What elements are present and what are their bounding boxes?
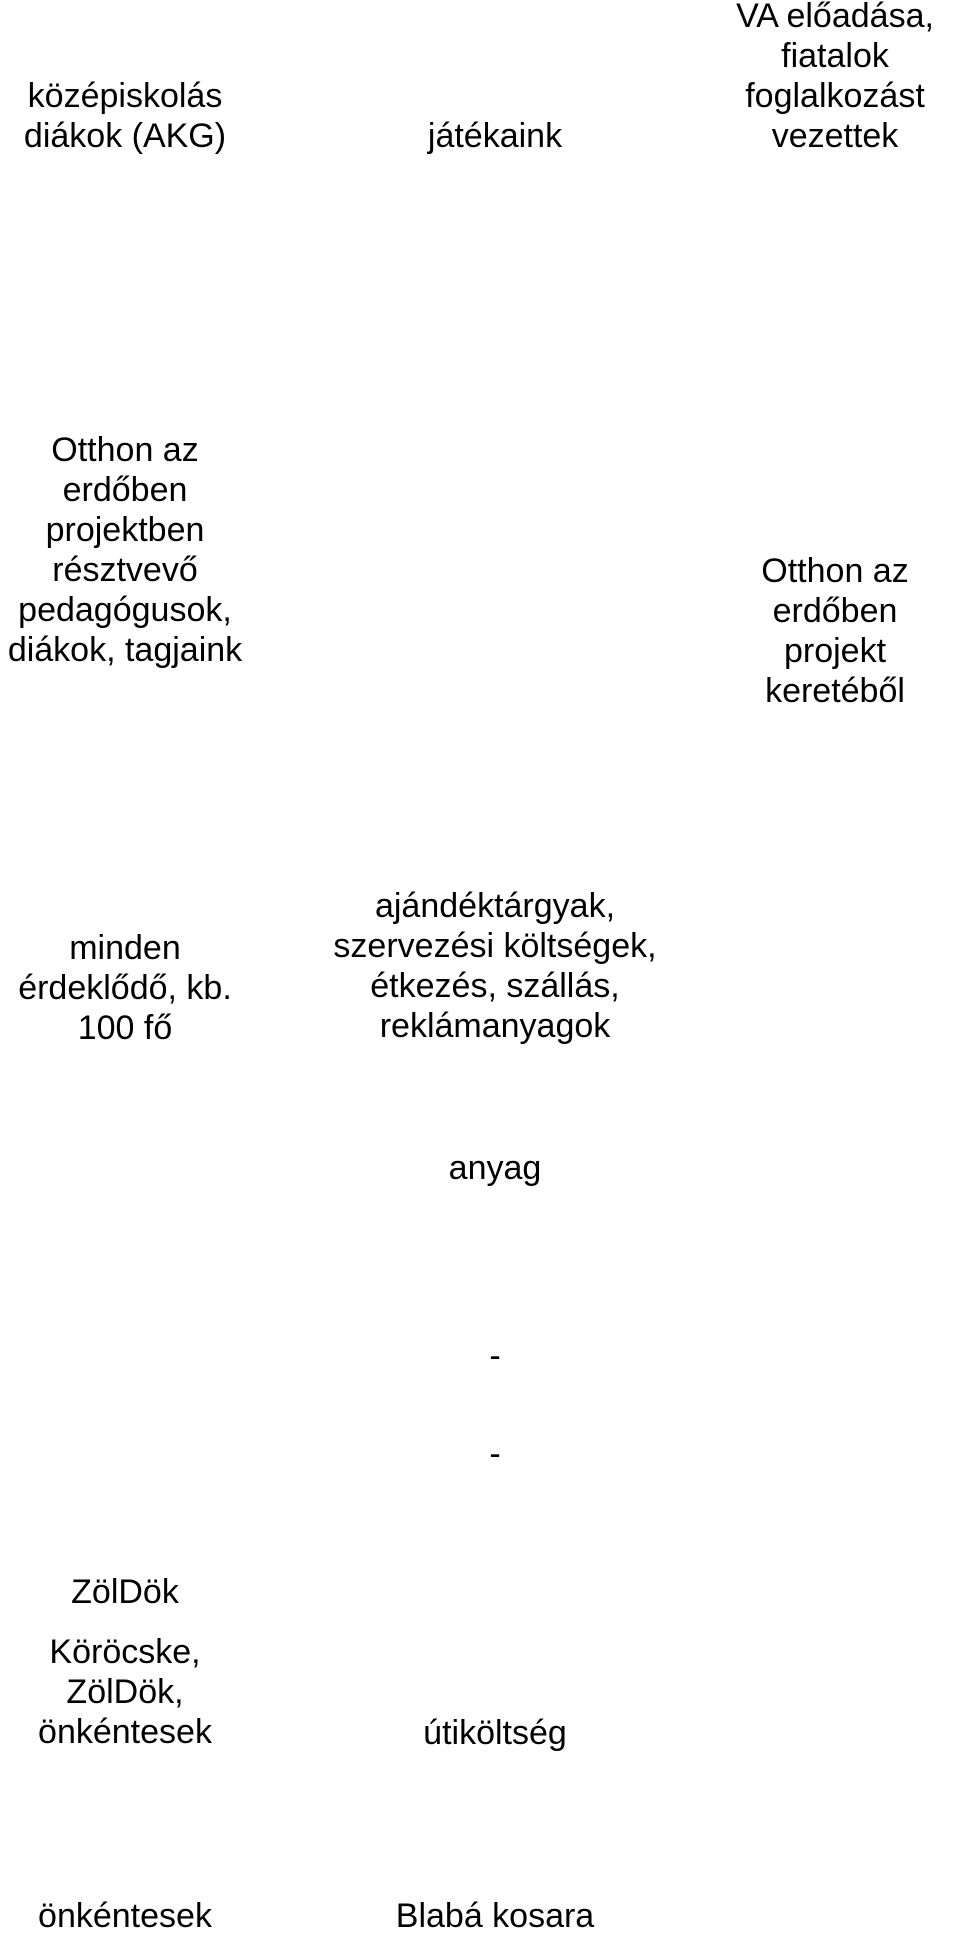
row8-participants: Köröcske, ZölDök, önkéntesek (38, 1633, 212, 1751)
row4-resources: anyag (448, 1149, 542, 1187)
row3-participants: minden érdeklődő, kb. 100 fő (18, 929, 232, 1047)
row9-participants: önkéntesek (38, 1897, 212, 1935)
row2-participants: Otthon az erdőben projektben résztvevő pedagógusok, diákok, tagjaink (7, 431, 243, 669)
row6-resources: - (489, 1435, 501, 1473)
row9-resources: Blabá kosara (395, 1897, 595, 1935)
row8-resources: útiköltség (423, 1714, 567, 1752)
row1-resources: játékaink (427, 117, 563, 155)
row2-notes: Otthon az erdőben projekt keretéből (761, 552, 909, 710)
row5-resources: - (489, 1337, 501, 1375)
row7-participants: ZölDök (71, 1573, 179, 1611)
row1-notes: VA előadása, fiatalok foglalkozást vezettek (736, 0, 934, 155)
row3-resources: ajándéktárgyak, szervezési költségek, étkezés, szállás, reklámanyagok (333, 887, 657, 1045)
row1-participants: középiskolás diákok (AKG) (23, 77, 227, 155)
